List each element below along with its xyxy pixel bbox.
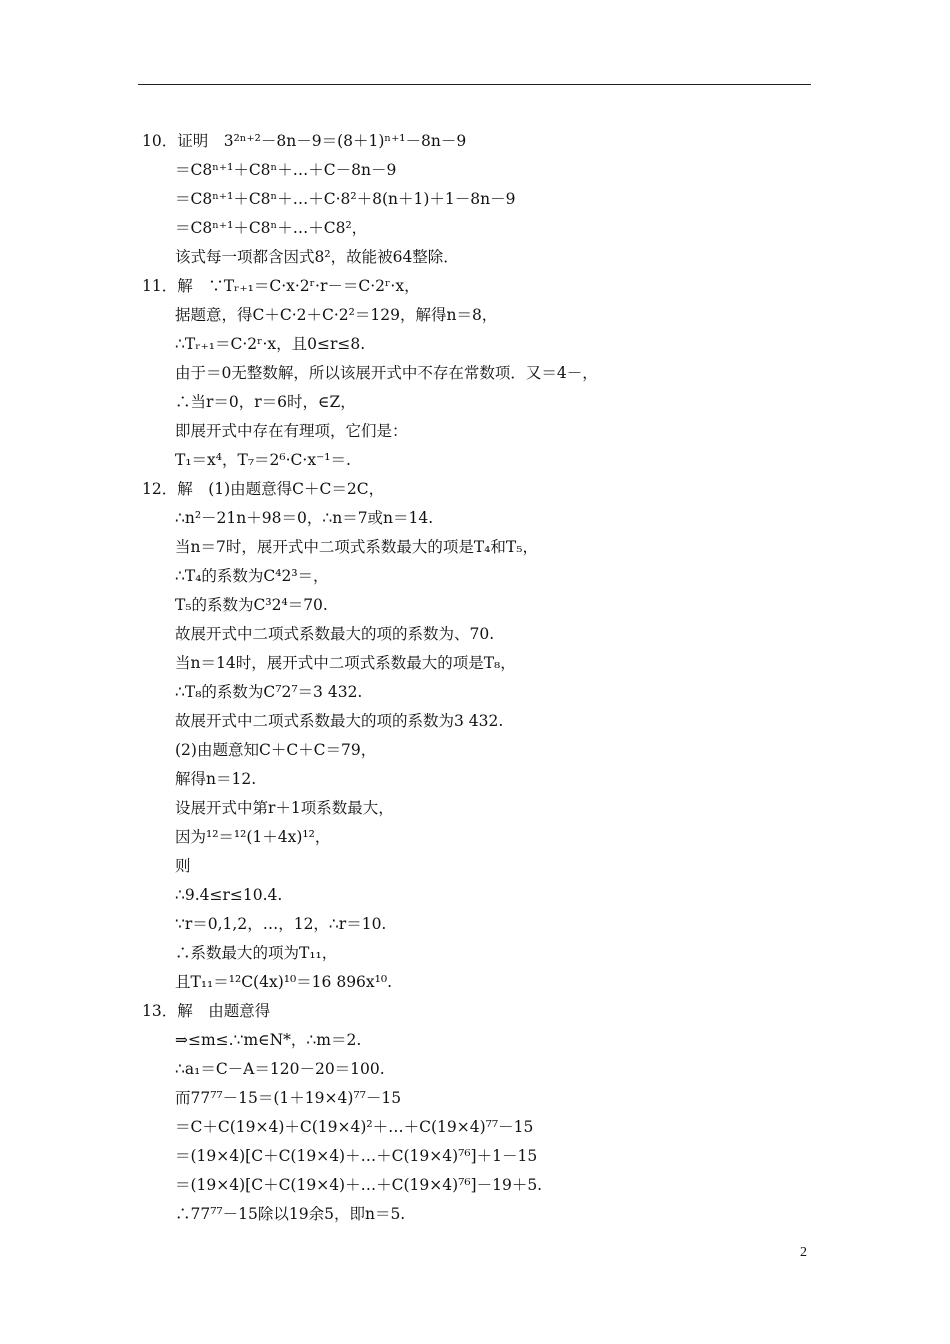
solution-line: ＝C＋C(19×4)＋C(19×4)²＋…＋C(19×4)⁷⁷－15 bbox=[175, 1118, 534, 1136]
solution-line: ∴a₁＝C－A＝120－20＝100. bbox=[175, 1060, 385, 1078]
solution-line: ＝(19×4)[C＋C(19×4)＋…＋C(19×4)⁷⁶]＋1－15 bbox=[175, 1147, 538, 1165]
solution-line: 该式每一项都含因式8²，故能被64整除． bbox=[175, 248, 459, 266]
solution-line: 由于＝0无整数解，所以该展开式中不存在常数项．又＝4－， bbox=[175, 364, 598, 382]
solution-line: ∴n²－21n＋98＝0，∴n＝7或n＝14. bbox=[175, 509, 434, 527]
solution-line: T₅的系数为C³2⁴＝70. bbox=[175, 596, 328, 614]
solution-line: 据题意，得C＋C·2＋C·2²＝129，解得n＝8， bbox=[175, 306, 498, 324]
solution-line: ∵r＝0,1,2，…，12，∴r＝10. bbox=[175, 915, 387, 933]
solution-line: 当n＝14时，展开式中二项式系数最大的项是T₈， bbox=[175, 654, 516, 672]
solution-line: 当n＝7时，展开式中二项式系数最大的项是T₄和T₅， bbox=[175, 538, 538, 556]
solution-line: (2)由题意知C＋C＋C＝79， bbox=[175, 741, 377, 759]
solution-line: 而77⁷⁷－15＝(1＋19×4)⁷⁷－15 bbox=[175, 1089, 402, 1107]
solution-line: ＝C8ⁿ⁺¹＋C8ⁿ＋…＋C·8²＋8(n＋1)＋1－8n－9 bbox=[175, 190, 516, 208]
solution-line: ＝(19×4)[C＋C(19×4)＋…＋C(19×4)⁷⁶]－19＋5. bbox=[175, 1176, 543, 1194]
solution-line: ∴T₈的系数为C⁷2⁷＝3 432. bbox=[175, 683, 363, 701]
header-rule bbox=[138, 84, 811, 85]
solution-line: 故展开式中二项式系数最大的项的系数为、70. bbox=[175, 625, 495, 643]
solution-line: ∴9.4≤r≤10.4. bbox=[175, 886, 283, 904]
solution-line: ⇒≤m≤.∵m∈N*，∴m＝2. bbox=[175, 1031, 362, 1049]
solution-line: ∴Tᵣ₊₁＝C·2ʳ·x，且0≤r≤8. bbox=[175, 335, 366, 353]
problem-heading-line: 12．解 (1)由题意得C＋C＝2C， bbox=[142, 480, 385, 498]
solution-line: 故展开式中二项式系数最大的项的系数为3 432. bbox=[175, 712, 504, 730]
solution-line: 解得n＝12. bbox=[175, 770, 257, 788]
solution-line: 且T₁₁＝¹²C(4x)¹⁰＝16 896x¹⁰. bbox=[175, 973, 393, 991]
solution-line: 即展开式中存在有理项，它们是： bbox=[175, 422, 408, 440]
problem-heading-line: 13．解 由题意得 bbox=[142, 1002, 271, 1020]
solution-line: ＝C8ⁿ⁺¹＋C8ⁿ＋…＋C－8n－9 bbox=[175, 161, 397, 179]
solution-line: ＝C8ⁿ⁺¹＋C8ⁿ＋…＋C8²， bbox=[175, 219, 368, 237]
solution-line: ∴当r＝0，r＝6时，∈Z， bbox=[175, 393, 356, 411]
problem-heading-line: 11．解 ∵Tᵣ₊₁＝C·x·2ʳ·r－＝C·2ʳ·x， bbox=[142, 277, 420, 295]
page-number: 2 bbox=[800, 1245, 807, 1260]
solution-line: ∴系数最大的项为T₁₁， bbox=[175, 944, 338, 962]
solution-line: T₁＝x⁴，T₇＝2⁶·C·x⁻¹＝. bbox=[175, 451, 351, 469]
solution-line: ∴77⁷⁷－15除以19余5，即n＝5. bbox=[175, 1205, 406, 1223]
problem-heading-line: 10．证明 3²ⁿ⁺²－8n－9＝(8＋1)ⁿ⁺¹－8n－9 bbox=[142, 132, 467, 150]
solution-line: 设展开式中第r＋1项系数最大， bbox=[175, 799, 394, 817]
solution-line: 因为¹²＝¹²(1＋4x)¹²， bbox=[175, 828, 331, 846]
solution-line: ∴T₄的系数为C⁴2³＝， bbox=[175, 567, 329, 585]
solution-line: 则 bbox=[175, 857, 191, 875]
